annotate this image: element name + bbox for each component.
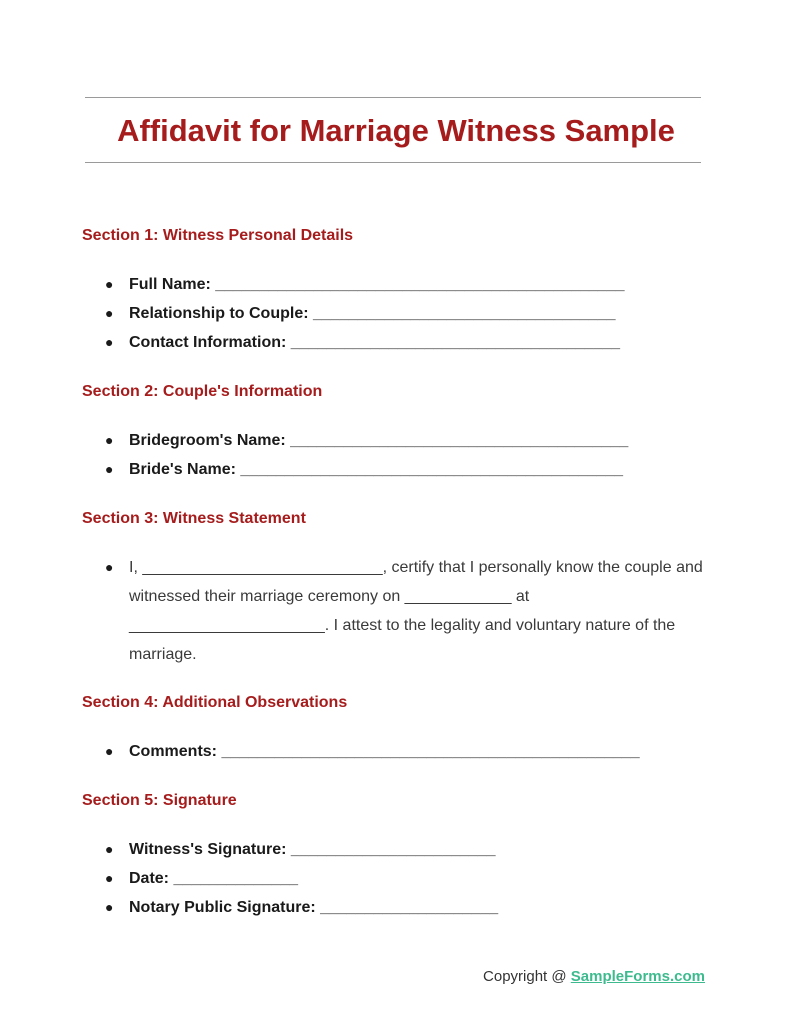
copyright-footer — [483, 967, 705, 987]
bullet-icon: ● — [105, 870, 114, 886]
section-5-heading: Section 5: Signature — [82, 792, 237, 809]
bullet-icon: ● — [105, 841, 114, 857]
list-item-bride — [82, 455, 712, 484]
field-label-contact: Contact Information: _____________________________________ — [129, 334, 621, 351]
section-2-heading: Section 2: Couple's Information — [82, 383, 323, 400]
list-item-full-name — [82, 270, 712, 299]
list-item-bridegroom — [82, 426, 712, 455]
bullet-icon: ● — [105, 899, 114, 915]
bullet-icon: ● — [105, 334, 114, 350]
list-item-date — [82, 864, 712, 893]
title-bottom-rule — [85, 162, 701, 163]
section-5-list — [82, 835, 712, 922]
section-2-list — [82, 426, 712, 484]
statement-text: I, ___________________________, certify that I personally know the couple and witnessed their marriage ceremony on ____________ at ______________________. I attest to the legality and voluntary nature of the marriage. — [129, 559, 703, 663]
field-label-bride: Bride's Name: ___________________________________________ — [129, 461, 624, 478]
list-item-contact — [82, 328, 712, 357]
page-title: Affidavit for Marriage Witness Sample — [117, 113, 675, 148]
bullet-icon: ● — [105, 559, 114, 575]
field-label-date: Date: ______________ — [129, 870, 299, 887]
section-3-heading: Section 3: Witness Statement — [82, 510, 306, 527]
copyright-text: Copyright @ — [483, 968, 571, 985]
field-label-comments: Comments: _______________________________________________ — [129, 743, 640, 760]
bullet-icon: ● — [105, 432, 114, 448]
field-label-relationship: Relationship to Couple: __________________________________ — [129, 305, 616, 322]
section-4-list — [82, 737, 712, 766]
list-item-comments — [82, 737, 712, 766]
list-item-witness-signature — [82, 835, 712, 864]
witness-statement — [82, 553, 712, 669]
field-label-notary-signature: Notary Public Signature: ____________________ — [129, 899, 499, 916]
section-1-list — [82, 270, 712, 357]
field-label-bridegroom: Bridegroom's Name: ______________________________________ — [129, 432, 629, 449]
section-4-heading: Section 4: Additional Observations — [82, 694, 348, 711]
list-item-notary-signature — [82, 893, 712, 922]
bullet-icon: ● — [105, 276, 114, 292]
bullet-icon: ● — [105, 305, 114, 321]
brand-link[interactable]: SampleForms.com — [570, 968, 705, 985]
field-label-witness-signature: Witness's Signature: _______________________ — [129, 841, 496, 858]
bullet-icon: ● — [105, 743, 114, 759]
title-top-rule — [85, 97, 701, 98]
list-item-relationship — [82, 299, 712, 328]
bullet-icon: ● — [105, 461, 114, 477]
section-1-heading: Section 1: Witness Personal Details — [82, 227, 354, 244]
field-label-full-name: Full Name: ______________________________________________ — [129, 276, 625, 293]
